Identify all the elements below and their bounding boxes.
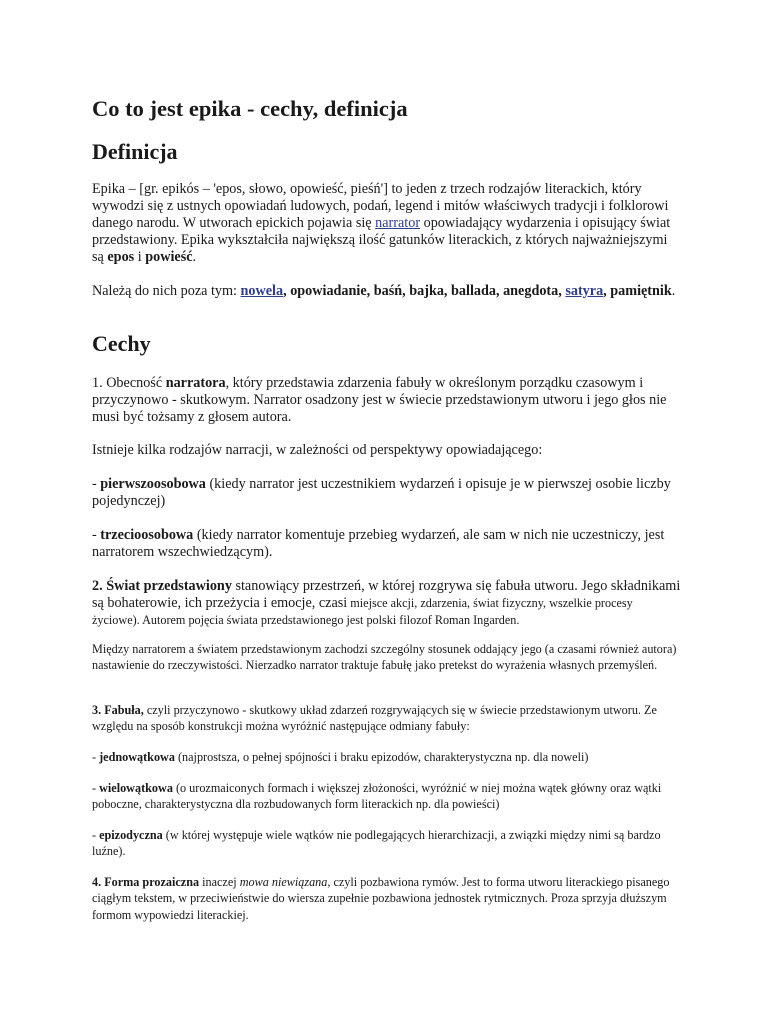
bold-term-plot: 3. Fabuła, (92, 703, 144, 717)
bold-term-first-person: pierwszoosobowa (100, 476, 206, 492)
bold-term-third-person: trzecioosobowa (100, 527, 194, 543)
page-title: Co to jest epika - cechy, definicja (92, 96, 408, 121)
bold-term-powiesc: powieść (145, 249, 193, 265)
narration-intro-paragraph: Istnieje kilka rodzajów narracji, w zależności od perspektywy opowiadającego: (92, 442, 543, 458)
text-run: stanowiący przestrzeń, w której rozgrywa się fabuła utworu. Jego składnikami są bohaterowie, ich przeżycia i emocje, czasi (92, 578, 681, 611)
text-run: - (92, 527, 101, 543)
text-run: inaczej (199, 875, 240, 889)
feature-3-paragraph (92, 702, 682, 735)
bold-term-epos: epos (107, 249, 135, 265)
text-run: czyli przyczynowo - skutkowy układ zdarzeń rozgrywających się w świecie przedstawionym utworu. Ze względu na sposób konstrukcji można wyróżnić następujące odmiany fabuły: (92, 703, 657, 734)
text-run: - (92, 828, 100, 842)
text-run: (kiedy narrator jest uczestnikiem wydarzeń i opisuje je w pierwszej osobie liczby pojedynczej) (92, 476, 671, 509)
definition-paragraph (92, 181, 682, 266)
narration-first-person (92, 476, 682, 510)
text-run: (o urozmaiconych formach i większej złożoności, wyróżnić w niej można wątek główny oraz wątki poboczne, charakterystyczna dla rozbudowanych form literackich np. dla powieści) (92, 781, 662, 812)
text-run: (kiedy narrator komentuje przebieg wydarzeń, ale sam w nich nie uczestniczy, jest narratorem wszechwiedzącym). (92, 527, 665, 560)
bold-term-prose: 4. Forma prozaiczna (92, 875, 200, 889)
text-run: . (192, 249, 197, 265)
text-run: opowiadający wydarzenia i opisujący świat przedstawiony. Epika wykształciła największą ilość gatunków literackich, z których najważniejszymi są (92, 215, 671, 265)
text-run: - (92, 750, 100, 764)
nowela-link[interactable]: nowela (240, 283, 284, 299)
text-run: - (92, 476, 101, 492)
heading-definition: Definicja (92, 139, 178, 164)
bold-term-episodic: epizodyczna (99, 828, 163, 842)
text-run: , czyli pozbawiona rymów. Jest to forma utworu literackiego pisanego ciągłym tekstem, w przeciwieństwie do wiersza zupełnie pozbawiona jednostek rytmicznych. Proza sprzyja dłuższym formom wypowiedzi literackiej. (92, 875, 670, 922)
heading-features: Cechy (92, 331, 151, 356)
plot-multi-thread (92, 780, 682, 813)
narrator-world-paragraph: Między narratorem a światem przedstawionym zachodzi szczególny stosunek oddający jego (a czasami również autora) nastawienie do rzeczywistości. Nierzadko narrator traktuje fabułę jako pretekst do wyrażenia własnych przemyśleń. (92, 642, 677, 673)
text-run: (w której występuje wiele wątków nie podlegających hierarchizacji, a związki między nimi są bardzo luźne). (92, 828, 661, 859)
genres-paragraph (92, 283, 682, 300)
text-run: - (92, 781, 100, 795)
text-run: , który przedstawia zdarzenia fabuły w określonym porządku czasowym i przyczynowo - skutkowym. Narrator osadzony jest w świecie przedstawionym utworu i jego głos nie musi być tożsamy z głosem autora. (92, 375, 667, 425)
bold-genres-list: , opowiadanie, baśń, bajka, ballada, anegdota, (283, 283, 566, 299)
text-run: (najprostsza, o pełnej spójności i braku epizodów, charakterystyczna np. dla noweli) (174, 750, 589, 764)
bold-term-world: 2. Świat przedstawiony (92, 578, 232, 594)
feature-1-paragraph (92, 375, 682, 426)
plot-episodic (92, 827, 682, 860)
text-run: i (134, 249, 146, 265)
feature-4-paragraph (92, 874, 682, 923)
feature-2-paragraph (92, 578, 682, 629)
italic-term: mowa niewiązana (239, 875, 328, 889)
narrator-link[interactable]: narrator (375, 215, 421, 231)
narration-third-person (92, 527, 682, 561)
bold-term-multi-thread: wielowątkowa (99, 781, 173, 795)
bold-term-single-thread: jednowątkowa (99, 750, 175, 764)
plot-single-thread (92, 749, 682, 765)
bold-term-pamietnik: , pamiętnik (603, 283, 672, 299)
bold-term-narrator: narratora (165, 375, 226, 391)
text-run: 1. Obecność (92, 375, 166, 391)
satyra-link[interactable]: satyra (565, 283, 604, 299)
text-run: Należą do nich poza tym: (92, 283, 241, 299)
text-run: . (671, 283, 676, 299)
text-run: Epika – [gr. epikós – 'epos, słowo, opowieść, pieśń'] to jeden z trzech rodzajów literackich, który wywodzi się z ustnych opowiadań ludowych, podań, legend i mitów właściwych tradycji i folklorowi danego narodu. W utworach epickich pojawia się (92, 181, 669, 231)
small-text-run: miejsce akcji, zdarzenia, świat fizyczny, wszelkie procesy życiowe). Autorem pojęcia świata przedstawionego jest polski filozof Roman Ingarden. (92, 596, 633, 627)
